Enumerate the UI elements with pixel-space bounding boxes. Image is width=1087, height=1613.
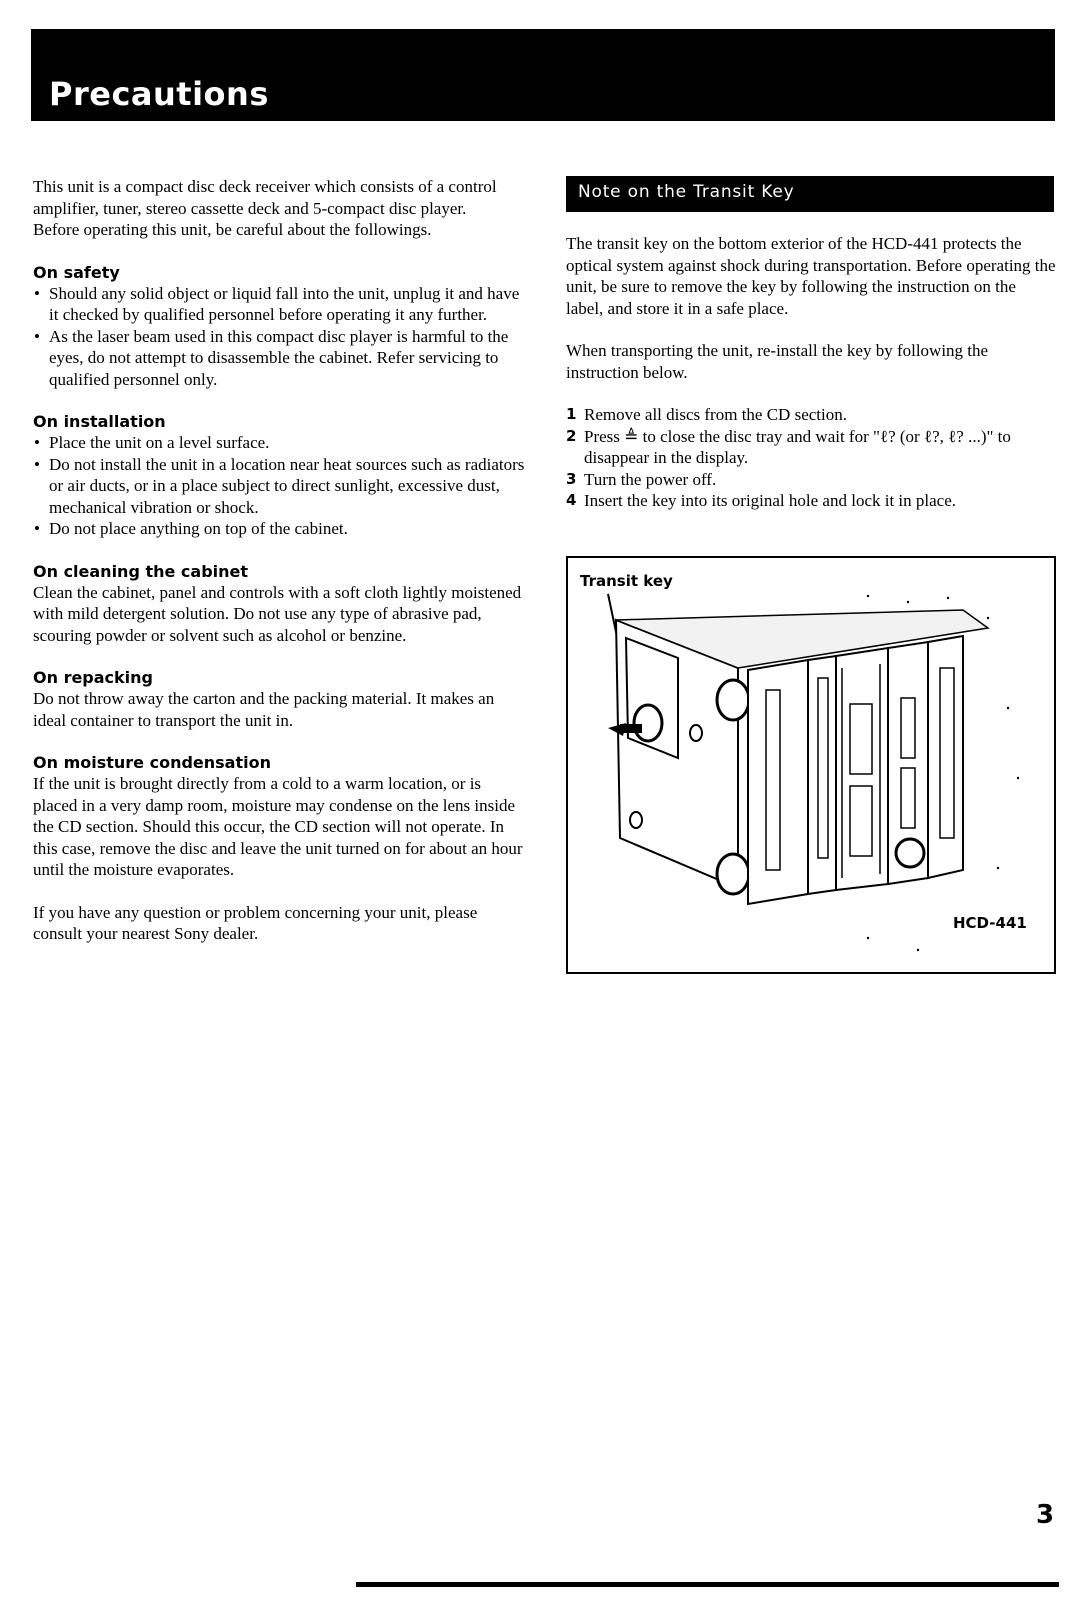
list-item: • Do not install the unit in a location near heat sources such as radiators or air ducts, or in a place subject to direct sunlight, excessive dust, mechanical vibration or shock. (33, 454, 525, 519)
transit-paragraph-2: When transporting the unit, re-install the key by following the instruction below. (566, 341, 989, 382)
unit-drawing (568, 558, 1054, 972)
section-heading-cleaning: On cleaning the cabinet (33, 561, 249, 581)
list-item: • As the laser beam used in this compact disc player is harmful to the eyes, do not attempt to disassemble the cabinet. Refer servicing to qualified personnel only. (33, 326, 525, 391)
note-banner (566, 176, 1054, 212)
cleaning-text: Clean the cabinet, panel and controls with a soft cloth lightly moistened with mild detergent solution. Do not use any type of abrasive pad, scouring powder or solvent such as alcohol or benzine. (33, 582, 522, 645)
step-item: 4 Insert the key into its original hole and lock it in place. (566, 491, 957, 510)
right-column (566, 176, 1056, 512)
intro-paragraph: This unit is a compact disc deck receiver which consists of a control amplifier, tuner, stereo cassette deck and 5-compact disc player. (33, 177, 497, 218)
list-item: • Should any solid object or liquid fall into the unit, unplug it and have it checked by qualified personnel before operating it any further. (33, 283, 525, 326)
page-title: Precautions (49, 75, 269, 113)
model-label: HCD-441 (953, 914, 1027, 932)
moisture-text: If the unit is brought directly from a cold to a warm location, or is placed in a very damp room, moisture may condense on the lens inside the CD section. Should this occur, the CD section will not operate. In this case, remove the disc and leave the unit turned on for about an hour until the moisture evaporates. (33, 774, 523, 879)
transit-key-illustration (566, 556, 1056, 974)
installation-list (33, 432, 525, 540)
safety-list (33, 283, 525, 391)
repacking-text: Do not throw away the carton and the packing material. It makes an ideal container to transport the unit in. (33, 689, 495, 730)
section-heading-safety: On safety (33, 262, 120, 282)
section-heading-repacking: On repacking (33, 668, 154, 687)
transit-paragraph: The transit key on the bottom exterior of the HCD-441 protects the optical system against shock during transportation. Before operating the unit, be sure to remove the key by following the instruction on the label, and store it in a safe place. (566, 234, 1056, 318)
page-number: 3 (1036, 1500, 1055, 1530)
step-item: 3 Turn the power off. (566, 469, 717, 489)
transit-key-label: Transit key (580, 572, 673, 590)
title-banner (31, 29, 1055, 121)
note-title: Note on the Transit Key (578, 182, 795, 202)
closing-text: If you have any question or problem concerning your unit, please consult your nearest Sony dealer. (33, 902, 478, 943)
list-item: • Do not place anything on top of the cabinet. (33, 518, 525, 540)
step-item: 1 Remove all discs from the CD section. (566, 405, 847, 424)
step-item: 2 Press ≜ to close the disc tray and wait for "ℓ? (or ℓ?, ℓ? ...)" to disappear in the display. (566, 426, 1011, 467)
footer-rule (356, 1582, 1059, 1587)
transit-steps (566, 404, 1056, 512)
section-heading-installation: On installation (33, 412, 166, 431)
list-item: • Place the unit on a level surface. (33, 432, 525, 454)
section-heading-moisture: On moisture condensation (33, 753, 271, 772)
left-column (33, 176, 525, 945)
intro-paragraph-2: Before operating this unit, be careful about the followings. (33, 220, 432, 239)
